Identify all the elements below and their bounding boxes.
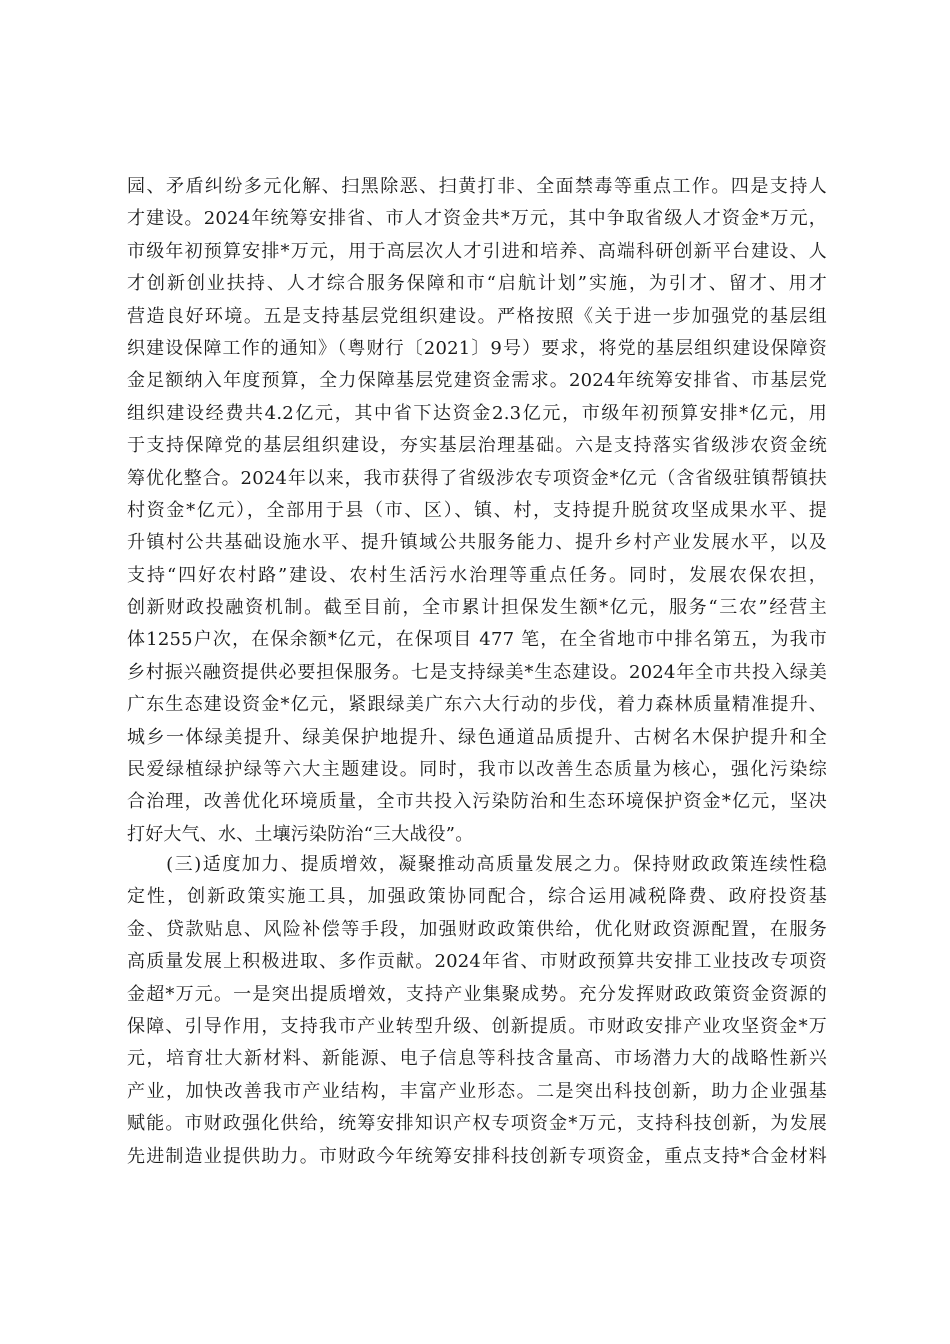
text-line: 园、矛盾纠纷多元化解、扫黑除恶、扫黄打非、全面禁毒等重点工作。四是支持人 [127, 176, 827, 197]
text-line: 筹优化整合。2024年以来，我市获得了省级涉农专项资金*亿元（含省级驻镇帮镇扶 [127, 467, 827, 489]
text-line: 合治理，改善优化环境质量，全市共投入污染防治和生态环境保护资金*亿元，坚决 [127, 791, 827, 813]
paragraph-2 [127, 849, 827, 1173]
paragraph-1 [127, 171, 827, 851]
text-line: 元，培育壮大新材料、新能源、电子信息等科技含量高、市场潜力大的战略性新兴 [127, 1048, 827, 1070]
text-line: 赋能。市财政强化供给，统筹安排知识产权专项资金*万元，支持科技创新，为发展 [127, 1113, 827, 1135]
text-line: 金超*万元。一是突出提质增效，支持产业集聚成势。充分发挥财政政策资金资源的 [127, 983, 827, 1005]
text-line: 产业，加快改善我市产业结构，丰富产业形态。二是突出科技创新，助力企业强基 [127, 1080, 827, 1102]
text-line: 支持“四好农村路”建设、农村生活污水治理等重点任务。同时，发展农保农担， [127, 564, 827, 586]
text-line: 民爱绿植绿护绿等六大主题建设。同时，我市以改善生态质量为核心，强化污染综 [127, 759, 827, 781]
text-line: 金足额纳入年度预算，全力保障基层党建资金需求。2024年统筹安排省、市基层党 [127, 370, 827, 392]
text-line: 才建设。2024年统筹安排省、市人才资金共*万元，其中争取省级人才资金*万元， [127, 208, 827, 230]
text-line: 广东生态建设资金*亿元，紧跟绿美广东六大行动的步伐，着力森林质量精准提升、 [127, 694, 827, 716]
text-line: 先进制造业提供助力。市财政今年统筹安排科技创新专项资金，重点支持*合金材料 [127, 1145, 827, 1167]
text-line: 定性，创新政策实施工具，加强政策协同配合，综合运用减税降费、政府投资基 [127, 886, 827, 908]
text-line: 创新财政投融资机制。截至目前，全市累计担保发生额*亿元，服务“三农”经营主 [127, 597, 827, 619]
text-line: 村资金*亿元），全部用于县（市、区）、镇、村，支持提升脱贫攻坚成果水平、提 [127, 499, 827, 521]
text-line: 体1255户次，在保余额*亿元，在保项目 477 笔，在全省地市中排名第五，为我市 [127, 629, 827, 651]
text-line: 打好大气、水、土壤污染防治“三大战役”。 [127, 823, 474, 845]
text-line: 升镇村公共基础设施水平、提升镇域公共服务能力、提升乡村产业发展水平，以及 [127, 532, 827, 554]
text-line: 市级年初预算安排*万元，用于高层次人才引进和培养、高端科研创新平台建设、人 [127, 240, 827, 262]
text-line: 乡村振兴融资提供必要担保服务。七是支持绿美*生态建设。2024年全市共投入绿美 [127, 661, 827, 683]
section-heading-line: (三)适度加力、提质增效，凝聚推动高质量发展之力。保持财政政策连续性稳 [127, 854, 827, 875]
text-line: 于支持保障党的基层组织建设，夯实基层治理基础。六是支持落实省级涉农资金统 [127, 435, 827, 457]
text-line: 织建设保障工作的通知》（粤财行〔2021〕9号）要求，将党的基层组织建设保障资 [127, 337, 827, 359]
text-line: 才创新创业扶持、人才综合服务保障和市“启航计划”实施，为引才、留才、用才 [127, 273, 827, 295]
text-line: 保障、引导作用，支持我市产业转型升级、创新提质。市财政安排产业攻坚资金*万 [127, 1015, 827, 1037]
text-line: 金、贷款贴息、风险补偿等手段，加强财政政策供给，优化财政资源配置，在服务 [127, 918, 827, 940]
text-line: 高质量发展上积极进取、多作贡献。2024年省、市财政预算共安排工业技改专项资 [127, 951, 827, 973]
text-line: 营造良好环境。五是支持基层党组织建设。严格按照《关于进一步加强党的基层组 [127, 305, 827, 327]
text-line: 组织建设经费共4.2亿元，其中省下达资金2.3亿元，市级年初预算安排*亿元，用 [127, 402, 827, 424]
text-line: 城乡一体绿美提升、绿美保护地提升、绿色通道品质提升、古树名木保护提升和全 [127, 726, 827, 748]
